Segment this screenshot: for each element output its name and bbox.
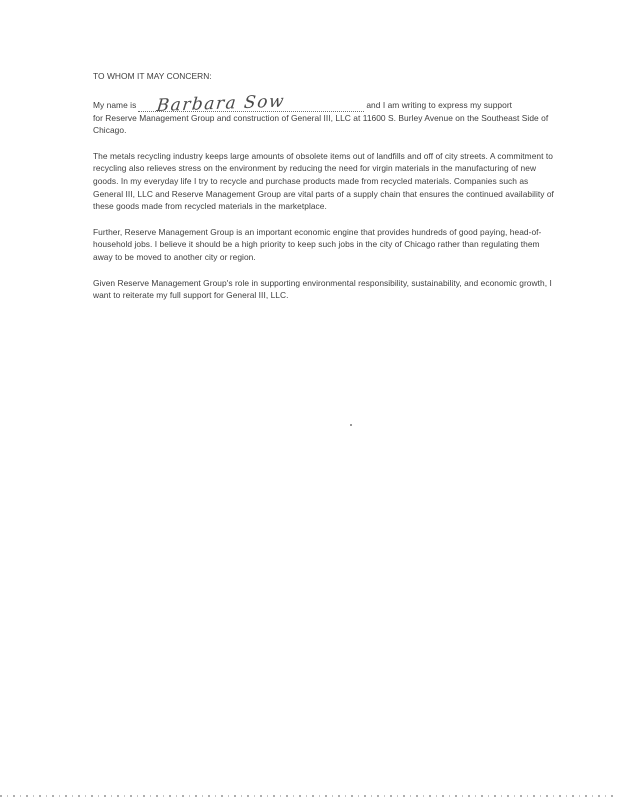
intro-rest: for Reserve Management Group and construction of General III, LLC at 11600 S. Burley Avenue on the Southeast Side of Chicago. <box>93 112 549 136</box>
intro-suffix: and I am writing to express my support <box>366 100 513 110</box>
letter-greeting: TO WHOM IT MAY CONCERN: <box>93 71 212 81</box>
letter-paragraph-intro <box>93 91 555 137</box>
letter-paragraph-jobs: Further, Reserve Management Group is an important economic engine that provides hundreds of good paying, head-of-household jobs. I believe it should be a high priority to keep such jobs in the city of Chicago rather than regulating them away to be moved to another city or region. <box>93 226 542 262</box>
letter-paragraph-recycling: The metals recycling industry keeps large amounts of obsolete items out of landfills and off of city streets. A commitment to recycling also relieves stress on the environment by reducing the need for virgin materials in the manufacturing of new goods. In my everyday life I try to recycle and purchase products made from recycled materials. Companies such as General III, LLC and Reserve Management Group are vital parts of a supply chain that ensures the continued availability of these goods made from recycled materials in the marketplace. <box>93 150 554 212</box>
scan-speck <box>350 424 352 426</box>
handwritten-name: Barbara Sow <box>155 91 287 117</box>
name-blank-line <box>138 91 364 117</box>
support-letter <box>93 70 555 315</box>
letter-paragraph-closing: Given Reserve Management Group's role in supporting environmental responsibility, sustainability, and economic growth, I want to reiterate my full support for General III, LLC. <box>93 277 552 301</box>
intro-first-line <box>93 91 555 117</box>
intro-prefix: My name is <box>93 100 137 110</box>
scan-bottom-edge <box>0 795 618 797</box>
